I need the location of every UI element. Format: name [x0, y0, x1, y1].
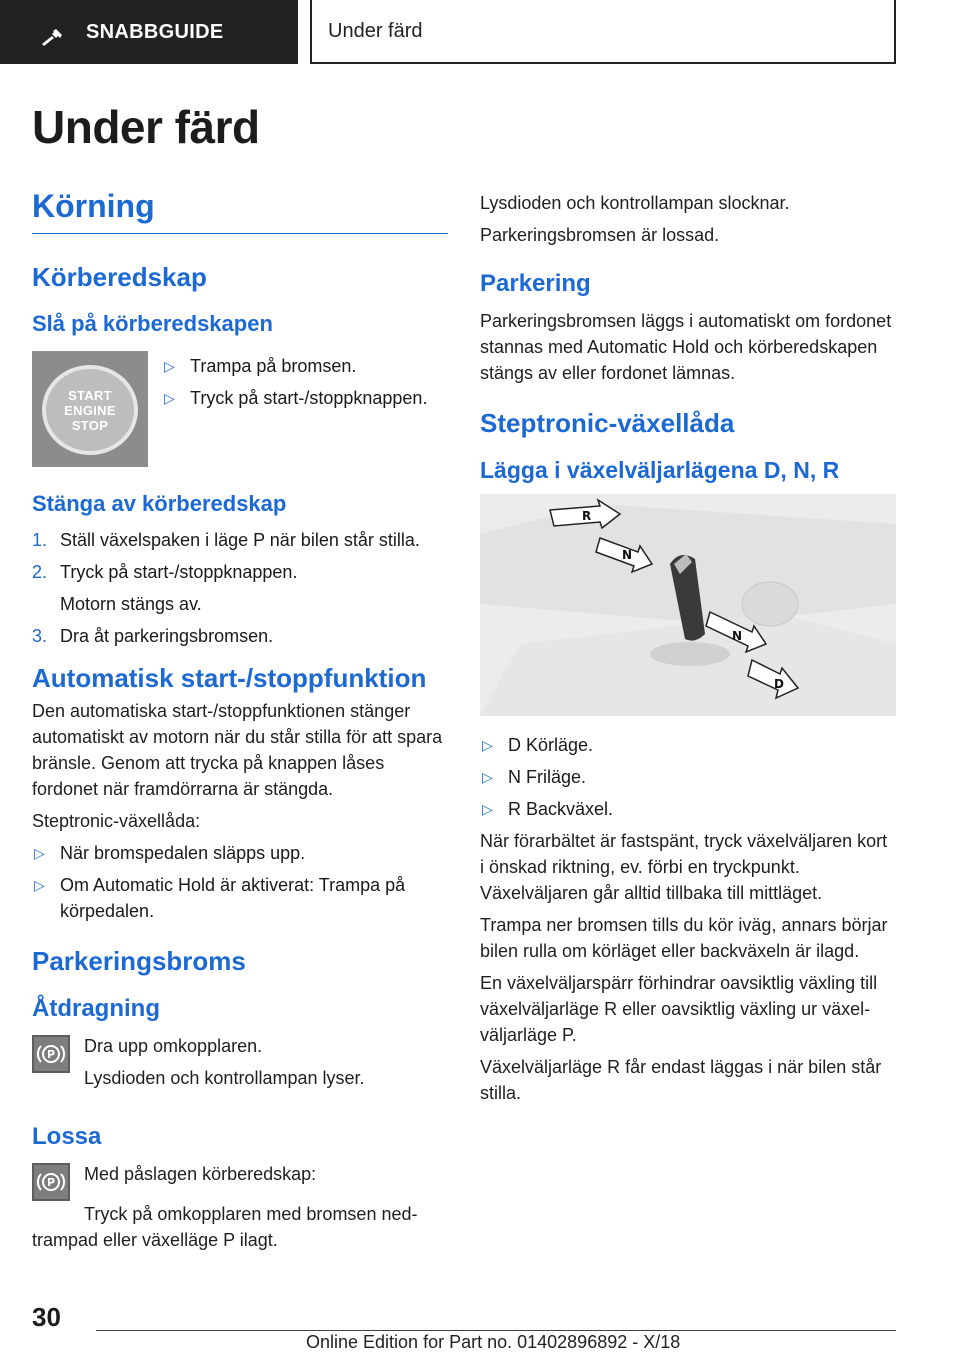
- footer-divider: [96, 1330, 896, 1331]
- heading-steptronic: Steptronic-växellåda: [480, 408, 735, 438]
- list-item: ▷ R Backväxel.: [480, 796, 896, 822]
- heading-sla-pa: Slå på körberedskapen: [32, 311, 273, 336]
- gear-label-n-lower: N: [732, 629, 743, 643]
- parking-brake-icon: [32, 1035, 70, 1073]
- gear-para-2: Trampa ner bromsen tills du kör iväg, annars börjar bilen rulla om körläget eller backväxeln är ilagd.: [480, 915, 888, 961]
- heading-lossa: Lossa: [32, 1123, 102, 1150]
- svg-text:P: P: [46, 1048, 56, 1061]
- list-item: ▷ Trampa på bromsen.: [162, 353, 427, 379]
- atdragning-text-2: Lysdioden och kontrollampan lyser.: [84, 1068, 365, 1088]
- list-item: ▷ N Friläge.: [480, 764, 896, 790]
- gear-selector-image: [480, 494, 896, 716]
- page-number: 30: [32, 1302, 61, 1332]
- right-p1: Lysdioden och kontrollampan slocknar.: [480, 193, 790, 213]
- gear-para-4: Växelväljarläge R får endast läggas i när bilen står stilla.: [480, 1057, 882, 1103]
- stanga-av-list: [32, 527, 448, 649]
- triangle-bullet-icon: ▷: [164, 390, 175, 406]
- gear-label-n-upper: N: [622, 548, 633, 562]
- list-item: 1. Ställ växelspaken i läge P när bilen står stilla.: [32, 530, 420, 550]
- lossa-text-1: Med påslagen körberedskap:: [84, 1164, 317, 1184]
- auto-steptronic: Steptronic-växellåda:: [32, 811, 201, 831]
- list-item: 3. Dra åt parkeringsbromsen.: [32, 626, 274, 646]
- start-label: START: [68, 387, 112, 403]
- heading-lagga-i: Lägga i växelväljarlägena D, N, R: [480, 457, 840, 483]
- list-item: ▷ Om Automatic Hold är aktiverat: Trampa på körpedalen.: [32, 872, 448, 924]
- svg-text:P: P: [46, 1176, 56, 1189]
- list-item: ▷ D Körläge.: [480, 732, 896, 758]
- triangle-bullet-icon: ▷: [482, 737, 493, 753]
- gear-para-1: När förarbältet är fastspänt, tryck växelväljaren kort i önskad riktning, ev. förbi en tryckpunkt. Växelväljaren går alltid tillbaka till mittläget.: [480, 831, 888, 903]
- left-column: [32, 188, 448, 1259]
- sla-pa-list: [162, 351, 427, 467]
- wrench-icon: [40, 28, 66, 48]
- atdragning-text-1: Dra upp omkopplaren.: [84, 1036, 263, 1056]
- triangle-bullet-icon: ▷: [482, 801, 493, 817]
- sla-pa-section: [32, 351, 448, 467]
- list-item: ▷ När bromspedalen släpps upp.: [32, 840, 448, 866]
- tab-under-fard[interactable]: [310, 0, 896, 64]
- gear-label-r: R: [582, 509, 592, 523]
- gear-list: [480, 732, 896, 822]
- parkering-text: Parkeringsbromsen läggs i automatiskt om fordonet stannas med Automatic Hold och körberedskapen stängs av eller fordonet lämnas.: [480, 311, 892, 383]
- stop-label: STOP: [71, 417, 109, 433]
- tab-snabbguide-label: SNABBGUIDE: [86, 20, 224, 43]
- heading-parkering: Parkering: [480, 270, 591, 297]
- start-engine-stop-image: [32, 351, 148, 467]
- triangle-bullet-icon: ▷: [164, 358, 175, 374]
- triangle-bullet-icon: ▷: [34, 845, 45, 861]
- tab-snabbguide[interactable]: [0, 0, 298, 64]
- auto-text: Den automatiska start-/stoppfunktionen stänger automatiskt av motorn när du står stilla för att spara bränsle. Genom att trycka på knappen låses fordonet när framdörrarna är stängda.: [32, 701, 443, 799]
- parking-brake-icon: [32, 1163, 70, 1201]
- gear-para-3: En växelväljarspärr förhindrar oavsiktlig växling till växelväljarläge R eller oavsiktlig växling ur växelväljarläge P.: [480, 973, 878, 1045]
- start-button-ring: [42, 365, 138, 455]
- page-header: [0, 0, 960, 66]
- page-footer: [0, 1296, 960, 1362]
- gear-label-d: D: [774, 677, 784, 691]
- lossa-section: [32, 1161, 448, 1201]
- right-p2: Parkeringsbromsen är lossad.: [480, 225, 720, 245]
- heading-auto-start-stop: Automatisk start-/stoppfunktion: [32, 663, 427, 693]
- list-item: 2. Tryck på start-/stoppknappen. Motorn stängs av.: [32, 562, 298, 614]
- triangle-bullet-icon: ▷: [482, 769, 493, 785]
- engine-label: ENGINE: [64, 402, 116, 418]
- lossa-text-2: Tryck på omkopplaren med bromsen nedtrampad eller växelläge P ilagt.: [32, 1204, 418, 1250]
- heading-parkeringsbroms: Parkeringsbroms: [32, 946, 246, 976]
- page-title: Under färd: [32, 101, 260, 153]
- heading-korning: Körning: [32, 188, 448, 234]
- right-column: [480, 190, 896, 1112]
- list-item: ▷ Tryck på start-/stoppknappen.: [162, 385, 427, 411]
- heading-stanga-av: Stänga av körberedskap: [32, 491, 287, 516]
- footer-edition: Online Edition for Part no. 01402896892 - X/18: [306, 1332, 681, 1352]
- auto-list: [32, 840, 448, 924]
- tab-under-fard-label: Under färd: [328, 19, 423, 42]
- heading-atdragning: Åtdragning: [32, 995, 160, 1022]
- atdragning-section: [32, 1033, 448, 1097]
- heading-korberedskap: Körberedskap: [32, 262, 207, 292]
- triangle-bullet-icon: ▷: [34, 877, 45, 893]
